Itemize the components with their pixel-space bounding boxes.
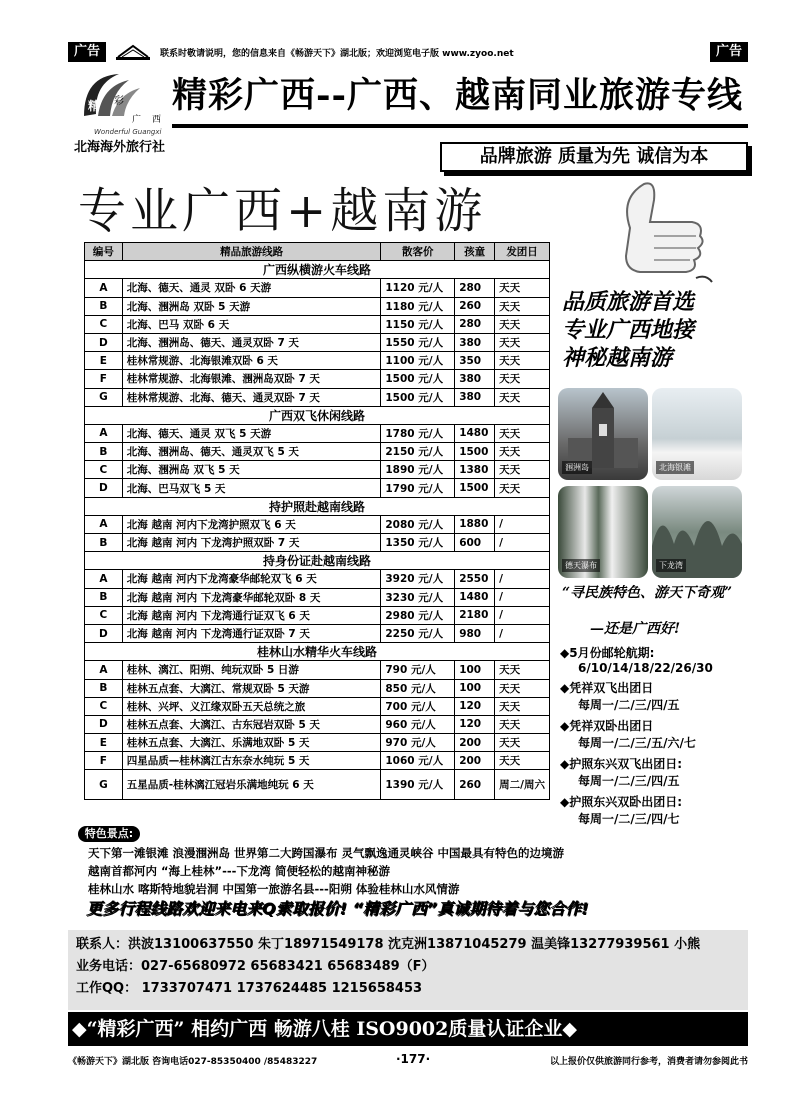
cell-route: 北海、德天、通灵 双飞 5 天游 [122,424,381,442]
features-tag: 特色景点: [78,826,140,842]
cell-code: B [85,443,123,461]
cell-route: 北海、巴马 双卧 6 天 [122,315,381,333]
feature-line: 天下第一滩银滩 浪漫涠洲岛 世界第二大跨国瀑布 灵气飘逸通灵峡谷 中国最具有特色的边境游 [88,846,565,860]
table-row [85,570,550,588]
cell-route: 北海 越南 河内 下龙湾通行证双卧 7 天 [122,624,381,642]
schedule-item: ◆护照东兴双卧出团日: 每周一/二/三/四/七 [560,795,683,826]
cell-price: 1150 元/人 [381,315,455,333]
cell-child: 1380 [455,461,495,479]
cell-price: 850 元/人 [381,679,455,697]
table-row [85,515,550,533]
ad-label-left: 广告 [68,42,106,62]
cell-code: D [85,479,123,497]
cell-price: 1120 元/人 [381,279,455,297]
cell-route: 北海 越南 河内下龙湾豪华邮轮双飞 6 天 [122,570,381,588]
cell-departure: 天天 [495,479,550,497]
table-row [85,297,550,315]
cell-price: 2980 元/人 [381,606,455,624]
cell-child: 200 [455,734,495,752]
cell-child: 260 [455,297,495,315]
cell-departure: 天天 [495,424,550,442]
cell-child: 280 [455,315,495,333]
cell-code: C [85,461,123,479]
cell-child: 120 [455,715,495,733]
cell-price: 1100 元/人 [381,352,455,370]
cell-price: 1350 元/人 [381,534,455,552]
col-child: 孩童 [455,243,495,261]
cell-code: A [85,570,123,588]
cell-code: C [85,697,123,715]
table-row [85,424,550,442]
table-row [85,333,550,351]
contact-phone: 业务电话：027-65680972 65683421 65683489（F） [76,959,435,974]
table-row [85,352,550,370]
brand-english: Wonderful Guangxi [94,128,162,136]
svg-text:彩: 彩 [114,96,124,107]
schedule-list [560,644,756,831]
photo-grid [558,388,744,578]
call-to-action: 更多行程线路欢迎来电来Q索取报价! “精彩广西”真诚期待着与您合作! [86,899,589,918]
col-departure: 发团日 [495,243,550,261]
cell-code: A [85,661,123,679]
thumbs-up-icon [600,178,720,288]
cell-price: 2150 元/人 [381,443,455,461]
schedule-item: ◆5月份邮轮航期: 6/10/14/18/22/26/30 [560,646,713,675]
cell-route: 桂林常规游、北海银滩双卧 6 天 [122,352,381,370]
cell-departure: 天天 [495,352,550,370]
cell-departure: 天天 [495,679,550,697]
section-header-row [85,497,550,515]
cell-child: 380 [455,370,495,388]
header [68,64,748,174]
cell-child: 1880 [455,515,495,533]
cell-price: 1890 元/人 [381,461,455,479]
cell-child: 980 [455,624,495,642]
photo-caption: 下龙湾 [656,559,686,572]
cell-child: 100 [455,661,495,679]
cell-price: 1780 元/人 [381,424,455,442]
top-bar [68,42,748,62]
cell-departure: 天天 [495,315,550,333]
svg-text:西: 西 [152,115,162,125]
cell-route: 桂林五点套、大漓江、古东冠岩双卧 5 天 [122,715,381,733]
cell-route: 北海 越南 河内下龙湾护照双飞 6 天 [122,515,381,533]
table-row [85,461,550,479]
cell-departure: 天天 [495,279,550,297]
table-row [85,624,550,642]
table-row [85,752,550,770]
cell-price: 1500 元/人 [381,370,455,388]
cell-route: 北海、巴马双飞 5 天 [122,479,381,497]
cell-departure: / [495,534,550,552]
cell-code: A [85,279,123,297]
cell-code: F [85,370,123,388]
section-header-row [85,643,550,661]
cell-departure: / [495,515,550,533]
cell-price: 970 元/人 [381,734,455,752]
col-code: 编号 [85,243,123,261]
page-number: ·177· [396,1052,431,1066]
cell-price: 3230 元/人 [381,588,455,606]
big-title: 专业广西+越南游 [78,183,487,239]
table-row [85,388,550,406]
table-row [85,588,550,606]
svg-text:广: 广 [132,115,142,125]
cell-route: 北海、德天、通灵 双卧 6 天游 [122,279,381,297]
cell-price: 1790 元/人 [381,479,455,497]
schedule-item: ◆凭祥双卧出团日 每周一/二/三/五/六/七 [560,719,696,750]
photo-waterfall [558,486,648,578]
cell-departure: 天天 [495,461,550,479]
section-header-row [85,406,550,424]
contact-people: 联系人：洪波13100637550 朱丁18971549178 沈克洲13871045279 温美锋13277939561 小熊 [76,937,701,952]
cell-code: B [85,297,123,315]
cell-price: 1180 元/人 [381,297,455,315]
cell-child: 2180 [455,606,495,624]
svg-text:精: 精 [88,99,101,113]
agency-name: 北海海外旅行社 [74,140,166,155]
cell-price: 960 元/人 [381,715,455,733]
cell-price: 1060 元/人 [381,752,455,770]
section-title: 持身份证赴越南线路 [85,552,550,570]
cell-price: 1550 元/人 [381,333,455,351]
cell-departure: / [495,570,550,588]
cell-code: E [85,352,123,370]
col-price: 散客价 [381,243,455,261]
cell-price: 2080 元/人 [381,515,455,533]
table-row [85,443,550,461]
cell-route: 桂林五点套、大漓江、常规双卧 5 天游 [122,679,381,697]
cell-departure: 天天 [495,734,550,752]
cell-price: 1390 元/人 [381,770,455,800]
cell-code: A [85,515,123,533]
feature-line: 桂林山水 喀斯特地貌岩洞 中国第一旅游名县---阳朔 体验桂林山水风情游 [88,882,460,896]
cell-route: 五星品质-桂林漓江冠岩乐满地纯玩 6 天 [122,770,381,800]
cell-route: 北海、涠洲岛、德天、通灵双飞 5 天 [122,443,381,461]
main-title: 精彩广西--广西、越南同业旅游专线 [172,70,748,128]
footer-banner: ◆“精彩广西” 相约广西 畅游八桂 ISO9002质量认证企业◆ [68,1012,748,1046]
cell-code: B [85,679,123,697]
cell-route: 北海 越南 河内 下龙湾豪华邮轮双卧 8 天 [122,588,381,606]
section-title: 广西双飞休闲线路 [85,406,550,424]
table-header-row [85,243,550,261]
features-list [88,844,748,898]
cell-departure: 周二/周六 [495,770,550,800]
cell-code: D [85,624,123,642]
brand-logo [74,66,184,146]
cell-departure: 天天 [495,661,550,679]
cell-code: B [85,588,123,606]
cell-route: 四星品质—桂林漓江古东奈水纯玩 5 天 [122,752,381,770]
footer-publication: 《畅游天下》湖北版 咨询电话027-85350400 /85483227 [68,1057,318,1067]
cell-code: D [85,333,123,351]
cell-departure: 天天 [495,715,550,733]
tour-table [84,242,550,800]
cell-departure: / [495,588,550,606]
photo-beach [652,388,742,480]
cell-route: 北海、涠洲岛 双飞 5 天 [122,461,381,479]
cell-departure: 天天 [495,443,550,461]
cell-price: 3920 元/人 [381,570,455,588]
table-row [85,279,550,297]
table-row [85,370,550,388]
footer-disclaimer: 以上报价仅供旅游同行参考，消费者请勿参阅此书 [549,1057,748,1067]
col-route: 精品旅游线路 [122,243,381,261]
cell-code: F [85,752,123,770]
photo-bay [652,486,742,578]
section-title: 广西纵横游火车线路 [85,261,550,279]
culture-slogan-sub: —还是广西好! [590,621,681,637]
cell-child: 380 [455,388,495,406]
table-row [85,734,550,752]
publication-logo-icon [112,43,154,61]
section-header-row [85,552,550,570]
cell-child: 100 [455,679,495,697]
page-footer [68,1052,748,1068]
culture-slogan: “寻民族特色、游天下奇观” [562,585,733,601]
cell-price: 790 元/人 [381,661,455,679]
cell-code: G [85,388,123,406]
cell-departure: / [495,624,550,642]
quality-line: 专业广西地接 [562,317,695,343]
photo-caption: 涠洲岛 [562,461,592,474]
schedule-item: ◆护照东兴双飞出团日: 每周一/二/三/四/五 [560,757,683,788]
top-note: 联系时敬请说明，您的信息来自《畅游天下》湖北版；欢迎浏览电子版 www.zyoo.net [160,48,514,59]
cell-child: 350 [455,352,495,370]
feature-line: 越南首都河内 “海上桂林”---下龙湾 简便轻松的越南神秘游 [88,864,390,878]
cell-code: D [85,715,123,733]
table-row [85,661,550,679]
cell-price: 700 元/人 [381,697,455,715]
section-title: 桂林山水精华火车线路 [85,643,550,661]
cell-child: 1500 [455,479,495,497]
cell-departure: 天天 [495,297,550,315]
quality-slogans [562,288,752,372]
ad-label-right: 广告 [710,42,748,62]
section-title: 持护照赴越南线路 [85,497,550,515]
cell-child: 120 [455,697,495,715]
table-row [85,315,550,333]
cell-code: C [85,315,123,333]
cell-child: 1480 [455,588,495,606]
table-row [85,679,550,697]
cell-route: 北海、涠洲岛、德天、通灵双卧 7 天 [122,333,381,351]
cell-price: 1500 元/人 [381,388,455,406]
cell-route: 北海 越南 河内 下龙湾护照双卧 7 天 [122,534,381,552]
cell-route: 北海 越南 河内 下龙湾通行证双飞 6 天 [122,606,381,624]
schedule-item: ◆凭祥双飞出团日 每周一/二/三/四/五 [560,681,680,712]
quality-line: 品质旅游首选 [562,289,695,315]
photo-caption: 北海银滩 [656,461,694,474]
table-row [85,697,550,715]
contact-box [68,930,748,1010]
cell-child: 1500 [455,443,495,461]
cell-child: 260 [455,770,495,800]
contact-qq: 工作QQ： 1733707471 1737624485 1215658453 [76,981,423,996]
slogan-bar: 品牌旅游 质量为先 诚信为本 [440,142,748,172]
cell-departure: / [495,606,550,624]
cell-route: 桂林、兴坪、义江缘双卧五天总统之旅 [122,697,381,715]
cell-departure: 天天 [495,752,550,770]
table-row [85,479,550,497]
brand-swirl-icon [74,66,164,126]
cell-code: E [85,734,123,752]
table-row [85,770,550,800]
cell-child: 1480 [455,424,495,442]
cell-child: 280 [455,279,495,297]
photo-caption: 德天瀑布 [562,559,600,572]
photo-church [558,388,648,480]
cell-departure: 天天 [495,697,550,715]
cell-code: C [85,606,123,624]
cell-departure: 天天 [495,370,550,388]
cell-code: A [85,424,123,442]
table-body [85,261,550,800]
table-row [85,534,550,552]
section-header-row [85,261,550,279]
cell-child: 600 [455,534,495,552]
cell-departure: 天天 [495,333,550,351]
cell-route: 北海、涠洲岛 双卧 5 天游 [122,297,381,315]
cell-route: 桂林常规游、北海、德天、通灵双卧 7 天 [122,388,381,406]
cell-price: 2250 元/人 [381,624,455,642]
cell-child: 200 [455,752,495,770]
cell-code: G [85,770,123,800]
cell-departure: 天天 [495,388,550,406]
cell-route: 桂林、漓江、阳朔、纯玩双卧 5 日游 [122,661,381,679]
quality-line: 神秘越南游 [562,345,673,371]
cell-child: 380 [455,333,495,351]
table-row [85,715,550,733]
cell-code: B [85,534,123,552]
cell-child: 2550 [455,570,495,588]
cell-route: 桂林五点套、大漓江、乐满地双卧 5 天 [122,734,381,752]
cell-route: 桂林常规游、北海银滩、涠洲岛双卧 7 天 [122,370,381,388]
table-row [85,606,550,624]
